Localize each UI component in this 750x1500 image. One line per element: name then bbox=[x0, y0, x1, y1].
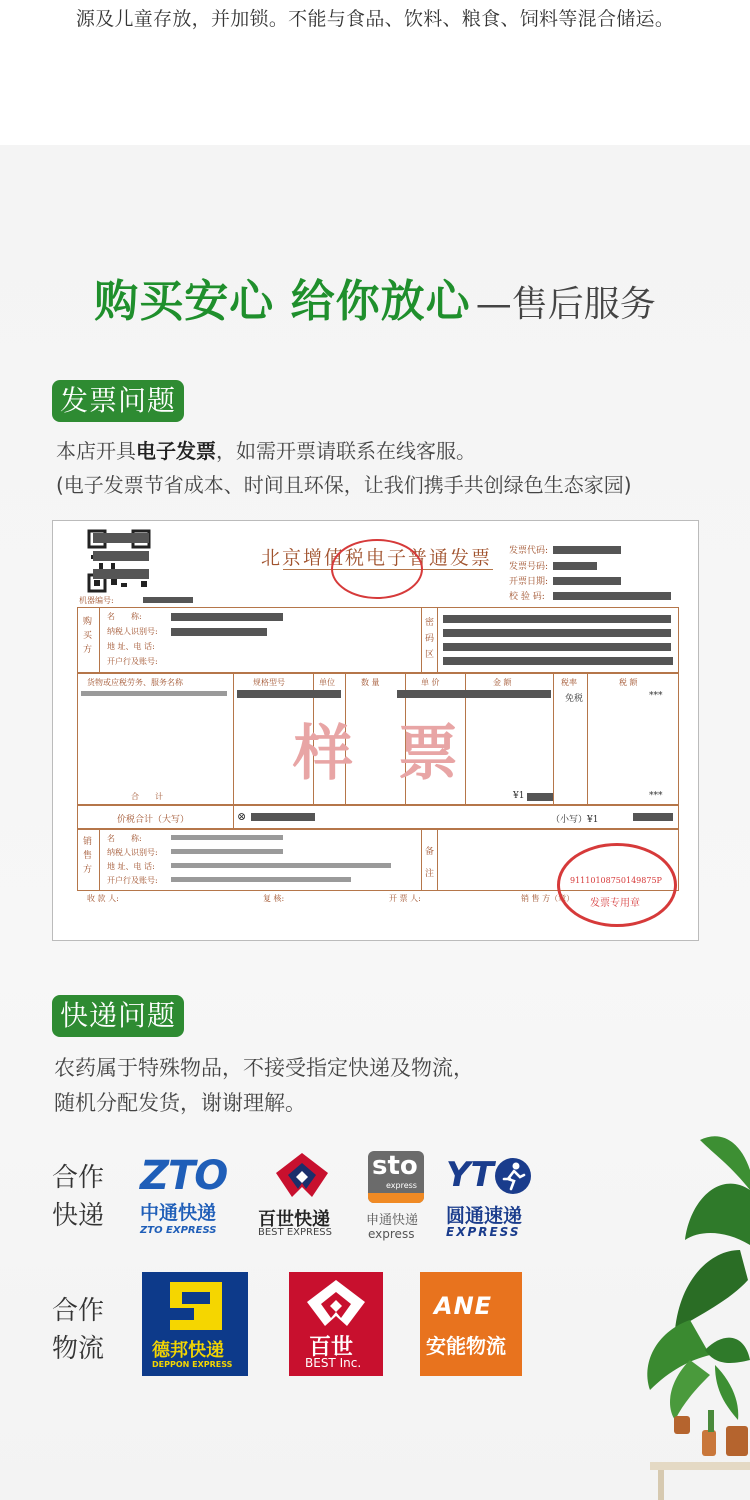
total-small-label: （小写）¥1 bbox=[551, 815, 599, 825]
reviewer-label: 复 核: bbox=[263, 894, 285, 903]
after-sales-section bbox=[0, 145, 750, 1500]
shipping-tag: 快递问题 bbox=[52, 995, 184, 1037]
divider bbox=[437, 607, 438, 673]
seal-number: 91110108750149875P bbox=[570, 876, 662, 885]
plant-decoration-icon bbox=[630, 1130, 750, 1500]
seller-name-label: 名 称: bbox=[107, 834, 142, 843]
redaction bbox=[443, 629, 671, 637]
col-goods: 货物或应税劳务、服务名称 bbox=[87, 678, 183, 687]
col-price: 单 价 bbox=[421, 678, 440, 687]
seller-side-label: 销售方 bbox=[83, 837, 93, 875]
secret-area-label: 密码区 bbox=[425, 618, 435, 660]
best-diamond-icon bbox=[272, 1151, 332, 1201]
sto-cn: 申通快递 bbox=[366, 1213, 419, 1228]
invoice-date-label: 开票日期: bbox=[509, 577, 549, 587]
ane-cn: 安能物流 bbox=[426, 1334, 506, 1358]
headline-main: 购买安心 给你放心 bbox=[94, 276, 471, 327]
subtotal-label: 合 计 bbox=[131, 792, 163, 801]
logistics-partner-label: 合作物流 bbox=[52, 1296, 105, 1364]
best-inc-en: BEST Inc. bbox=[305, 1356, 362, 1370]
sto-logo bbox=[366, 1151, 428, 1241]
buyer-addr-label: 地 址、电 话: bbox=[107, 642, 155, 651]
drawer-label: 开 票 人: bbox=[389, 894, 421, 903]
sample-watermark: 样 票 bbox=[293, 719, 470, 789]
shipping-line-2: 随机分配发货，谢谢理解。 bbox=[54, 1091, 306, 1115]
sto-mark: sto bbox=[372, 1151, 418, 1181]
col-tax: 税 额 bbox=[619, 678, 638, 687]
redaction bbox=[171, 613, 283, 621]
tax-stars: *** bbox=[649, 691, 663, 701]
invoice-check-label: 校 验 码: bbox=[509, 592, 545, 602]
redaction bbox=[633, 813, 673, 821]
yto-mark: YT bbox=[446, 1155, 494, 1195]
invoice-special-seal bbox=[557, 843, 677, 927]
storage-note: 源及儿童存放，并加锁。不能与食品、饮料、粮食、饲料等混合储运。 bbox=[75, 8, 675, 30]
zto-logo bbox=[140, 1155, 242, 1237]
redaction bbox=[443, 615, 671, 623]
invoice-line-1-bold: 电子发票 bbox=[136, 439, 216, 463]
best-en: BEST EXPRESS bbox=[258, 1227, 332, 1238]
invoice-line-1 bbox=[56, 435, 476, 464]
col-amount: 金 额 bbox=[493, 678, 512, 687]
redaction bbox=[81, 691, 227, 696]
subtotal-symbol: ¥1 bbox=[513, 791, 525, 801]
divider bbox=[437, 829, 438, 891]
invoice-tag: 发票问题 bbox=[52, 380, 184, 422]
seller-stamp-label: 销 售 方（章） bbox=[521, 894, 575, 903]
redaction bbox=[93, 533, 149, 543]
machine-label: 机器编号: bbox=[79, 596, 114, 605]
invoice-sample-image bbox=[52, 520, 699, 941]
redaction bbox=[553, 577, 621, 585]
headline-sub: —售后服务 bbox=[475, 284, 656, 325]
redaction bbox=[553, 562, 597, 570]
deppon-logo bbox=[142, 1272, 248, 1376]
sto-stripe bbox=[368, 1193, 424, 1203]
sto-en: express bbox=[368, 1227, 415, 1241]
yto-en: EXPRESS bbox=[446, 1225, 521, 1239]
redaction bbox=[443, 657, 673, 665]
best-inc-logo bbox=[289, 1272, 383, 1376]
col-rate: 税率 bbox=[561, 678, 577, 687]
divider bbox=[421, 607, 422, 673]
zto-cn: 中通快递 bbox=[140, 1202, 217, 1224]
redaction bbox=[237, 690, 341, 698]
rate-value: 免税 bbox=[565, 694, 584, 704]
redaction bbox=[143, 597, 193, 603]
tax-authority-seal bbox=[331, 539, 423, 599]
yto-cn: 圆通速递 bbox=[446, 1205, 523, 1227]
seller-tax-label: 纳税人识别号: bbox=[107, 848, 158, 857]
seller-bank-label: 开户行及账号: bbox=[107, 876, 158, 885]
redaction bbox=[251, 813, 315, 821]
yto-runner-icon bbox=[494, 1157, 532, 1195]
yto-logo bbox=[444, 1155, 534, 1239]
total-label: 价税合计（大写） bbox=[117, 815, 190, 825]
best-inc-cn: 百世 bbox=[309, 1335, 354, 1360]
buyer-tax-label: 纳税人识别号: bbox=[107, 627, 158, 636]
buyer-side-label: 购买方 bbox=[83, 617, 93, 655]
invoice-line-1-suffix: ，如需开票请联系在线客服。 bbox=[216, 439, 476, 463]
redaction bbox=[527, 793, 553, 801]
redaction bbox=[553, 546, 621, 554]
buyer-name-label: 名 称: bbox=[107, 612, 142, 621]
zto-mark: ZTO bbox=[140, 1153, 228, 1199]
divider bbox=[233, 805, 234, 829]
redaction bbox=[171, 877, 351, 882]
divider bbox=[233, 673, 234, 805]
payee-label: 收 款 人: bbox=[87, 894, 119, 903]
ane-logo bbox=[420, 1272, 522, 1376]
deppon-emblem-cut bbox=[182, 1292, 210, 1304]
sto-small: express bbox=[386, 1181, 417, 1190]
redaction bbox=[171, 863, 391, 868]
redaction bbox=[397, 690, 551, 698]
seal-text: 发票专用章 bbox=[590, 898, 640, 909]
divider bbox=[587, 673, 588, 805]
invoice-line-2: (电子发票节省成本、时间且环保，让我们携手共创绿色生态家园) bbox=[56, 473, 632, 497]
cross-icon: ⊗ bbox=[237, 810, 247, 823]
buyer-bank-label: 开户行及账号: bbox=[107, 657, 158, 666]
best-express-logo bbox=[256, 1151, 352, 1241]
tax-stars-total: *** bbox=[649, 791, 663, 801]
redaction bbox=[171, 628, 267, 636]
deppon-emblem-cut bbox=[170, 1308, 194, 1320]
redaction bbox=[443, 643, 671, 651]
divider bbox=[99, 607, 100, 673]
col-unit: 单位 bbox=[319, 678, 335, 687]
deppon-cn: 德邦快递 bbox=[152, 1340, 224, 1361]
invoice-title: 北京增值税电子普通发票 bbox=[261, 547, 493, 569]
best-cn: 百世快递 bbox=[258, 1209, 330, 1230]
deppon-emblem bbox=[170, 1282, 222, 1330]
divider bbox=[99, 829, 100, 891]
divider bbox=[421, 829, 422, 891]
remark-label: 备注 bbox=[425, 847, 435, 879]
invoice-line-1-prefix: 本店开具 bbox=[56, 439, 136, 463]
redaction bbox=[171, 849, 283, 854]
redaction bbox=[171, 835, 283, 840]
invoice-number-label: 发票号码: bbox=[509, 562, 549, 572]
seller-addr-label: 地 址、电 话: bbox=[107, 862, 155, 871]
express-partner-label: 合作快递 bbox=[52, 1163, 105, 1231]
page-headline bbox=[0, 265, 750, 329]
col-qty: 数 量 bbox=[361, 678, 380, 687]
divider bbox=[553, 673, 554, 805]
ane-mark: ANE bbox=[434, 1292, 493, 1320]
sto-badge bbox=[368, 1151, 424, 1203]
redaction bbox=[93, 551, 149, 561]
invoice-code-label: 发票代码: bbox=[509, 546, 549, 556]
col-spec: 规格型号 bbox=[253, 678, 285, 687]
zto-en: ZTO EXPRESS bbox=[140, 1225, 217, 1236]
best-inc-diamond-icon bbox=[303, 1278, 369, 1328]
shipping-line-1: 农药属于特殊物品，不接受指定快递及物流， bbox=[54, 1056, 474, 1080]
top-strip bbox=[0, 0, 750, 145]
redaction bbox=[93, 569, 149, 579]
redaction bbox=[553, 592, 671, 600]
deppon-en: DEPPON EXPRESS bbox=[152, 1360, 233, 1369]
